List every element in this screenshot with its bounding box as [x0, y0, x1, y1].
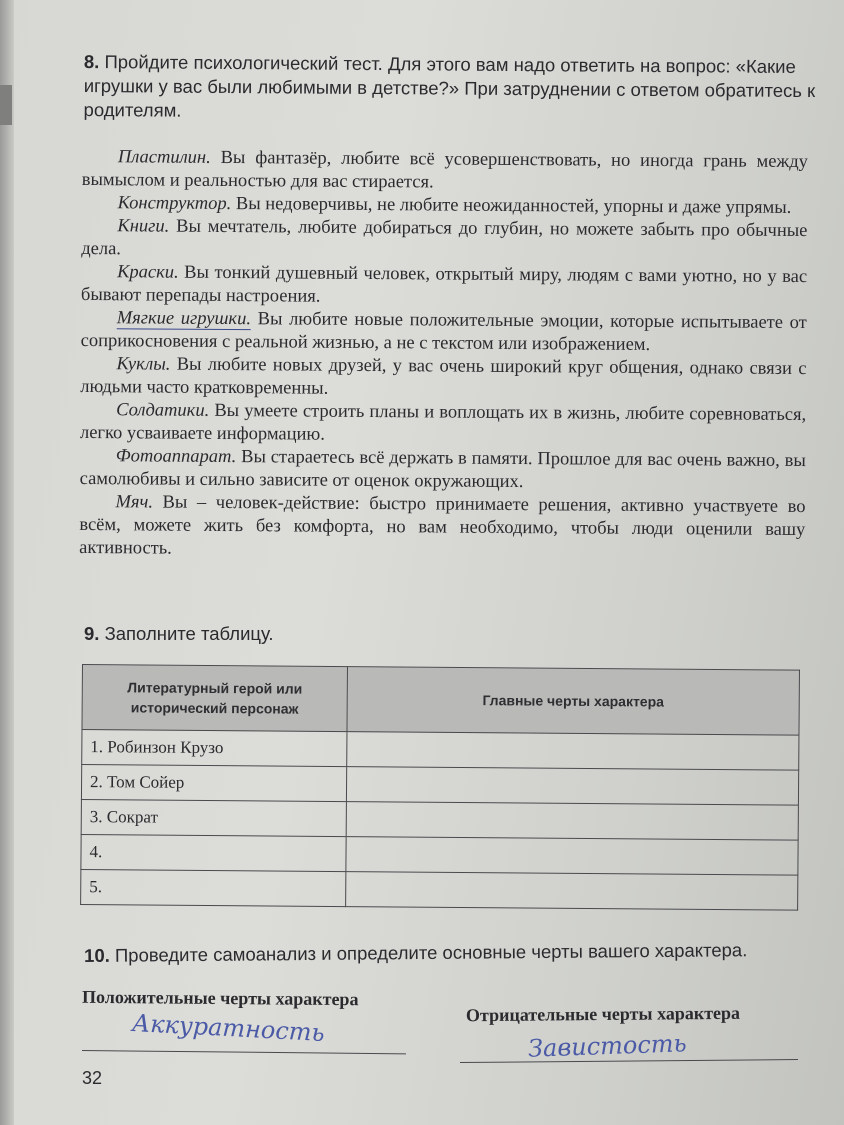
positive-traits-title: Положительные черты характера [81, 986, 359, 1010]
answer-term: Пластилин. [117, 147, 211, 168]
table-row [81, 765, 798, 806]
answer-item [80, 445, 806, 496]
answer-term: Солдатики. [116, 400, 210, 421]
task-8-number: 8. [83, 50, 100, 73]
task-10-number: 10. [84, 944, 110, 966]
positive-trait-answer: Аккуратность [131, 1008, 326, 1048]
answer-text: Вы – человек-действие: быстро принимаете решения, активно участвуете во всём, можете жить без комфорта, но вам необходимо, чтобы люди оценили вашу активность. [79, 492, 806, 559]
answer-text: Вы фантазёр, любите всё усовершенствовать, но иногда грань между вымыслом и реальностью для вас стирается. [81, 147, 808, 193]
traits-cell[interactable] [347, 732, 799, 771]
task-9-number: 9. [84, 623, 100, 644]
header-traits: Главные черты характера [347, 667, 799, 736]
answer-text: Вы недоверчивы, не любите неожиданностей, упорны и даже упрямы. [231, 194, 792, 218]
hero-cell: 3. Сократ [81, 799, 346, 836]
header-hero: Литературный герой или исторический персонаж [82, 665, 348, 732]
page-edge [0, 0, 14, 1125]
page-edge-tab [0, 85, 12, 125]
task-10 [84, 938, 816, 968]
table-row [81, 869, 798, 910]
answer-item [79, 491, 805, 565]
answer-item [80, 399, 806, 450]
negative-traits-title: Отрицательные черты характера [465, 1002, 741, 1026]
task-8-prompt: Пройдите психологический тест. Для этого вам надо ответить на вопрос: «Какие игрушки у вас были любимыми в детстве?» При затруднении с ответом обратитесь к родителям. [83, 51, 816, 121]
answer-term: Мяч. [115, 492, 154, 513]
answer-text: Вы любите новых друзей, у вас очень широкий круг общения, однако связи с людьми часто кратковременны. [80, 354, 807, 399]
answer-term: Краски. [117, 262, 179, 283]
answer-text: Вы стараетесь всё держать в памяти. Прошлое для вас очень важно, вы самолюбивы и сильно зависите от оценок окружающих. [79, 447, 806, 493]
table-row [82, 730, 799, 771]
positive-answer-line[interactable] [82, 1050, 406, 1054]
answer-term: Куклы. [116, 354, 171, 375]
negative-trait-answer: Завистость [527, 1029, 688, 1063]
hero-cell: 2. Том Сойер [81, 765, 346, 802]
answer-text: Вы умеете строить планы и воплощать их в жизнь, любите соревноваться, легко усваиваете информацию. [79, 400, 807, 445]
answer-text: Вы тонкий душевный человек, открытый миру, людям с вами уютно, но у вас бывают перепады настроения. [80, 262, 808, 307]
answer-item [80, 353, 806, 404]
answer-term: Книги. [117, 216, 170, 237]
answer-text: Вы мечтатель, любите добираться до глубин, но можете забыть про обычные дела. [81, 216, 808, 260]
traits-cell[interactable] [346, 872, 798, 911]
answer-term-underlined: Мягкие игрушки. [116, 308, 252, 330]
hero-cell: 1. Робинзон Крузо [82, 730, 347, 767]
task-9 [84, 622, 816, 646]
answer-term: Фотоаппарат. [115, 446, 237, 468]
answer-item [81, 261, 807, 312]
table-row [81, 799, 798, 840]
answer-item [82, 146, 808, 197]
task-8 [83, 50, 815, 127]
task-9-prompt: Заполните таблицу. [104, 623, 274, 644]
page-number: 32 [82, 1068, 103, 1088]
test-answers [79, 146, 808, 565]
traits-cell[interactable] [346, 767, 798, 806]
answer-item [81, 215, 807, 266]
table-row [81, 834, 798, 875]
traits-cell[interactable] [346, 837, 798, 876]
hero-cell: 5. [81, 869, 346, 906]
table-header-row [82, 665, 799, 736]
answer-text: Вы любите новые положительные эмоции, которые испытываете от соприкосновения с реальной жизнью, а не с текстом или изображением. [80, 309, 807, 355]
traits-cell[interactable] [346, 802, 798, 841]
character-table [80, 664, 800, 911]
negative-answer-line[interactable] [460, 1059, 798, 1063]
answer-item [81, 307, 807, 358]
answer-term: Конструктор. [117, 193, 232, 215]
hero-cell: 4. [81, 834, 346, 871]
task-10-prompt: Проведите самоанализ и определите основные черты вашего характера. [114, 939, 748, 966]
